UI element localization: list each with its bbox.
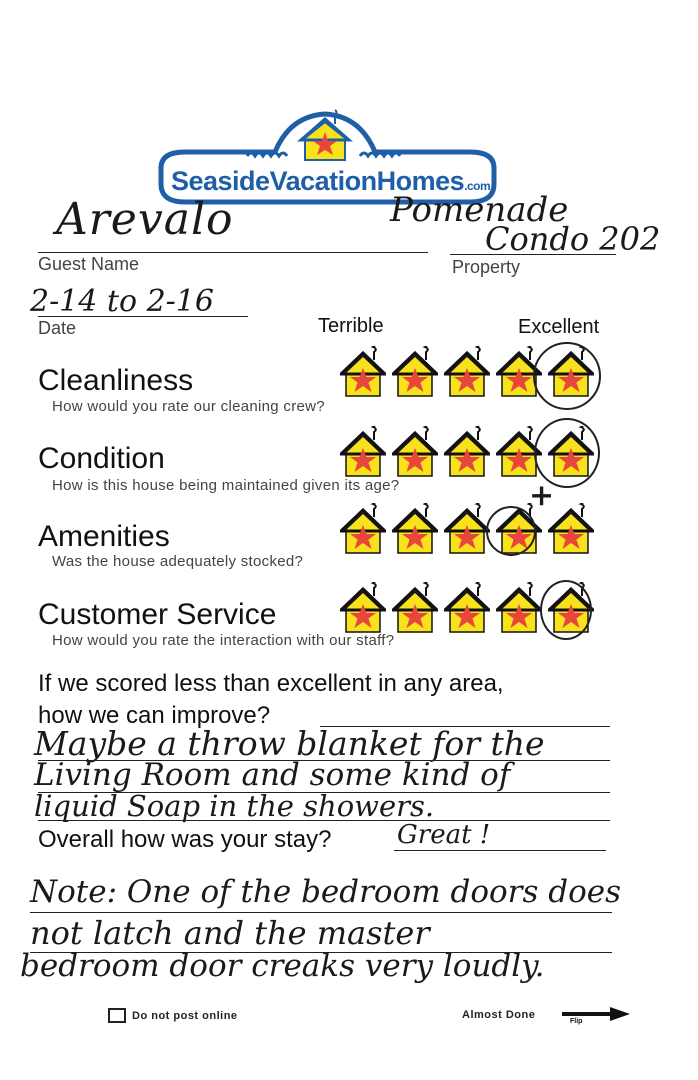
flip-label: Flip: [570, 1018, 583, 1025]
improve-question-line1: If we scored less than excellent in any area,: [38, 670, 504, 697]
guest-name-label: Guest Name: [38, 254, 140, 274]
improve-answer-line2: Living Room and some kind of: [34, 757, 511, 793]
rating-question-amenities: Was the house adequately stocked?: [52, 553, 304, 570]
improve-answer-line1: Maybe a throw blanket for the: [34, 724, 545, 763]
rating-house-icon[interactable]: [548, 582, 594, 634]
rating-house-icon[interactable]: [340, 582, 386, 634]
rating-house-icon[interactable]: [444, 582, 490, 634]
property-value-line1: Pomenade: [390, 190, 569, 230]
amenities-plus-mark: +: [529, 478, 555, 513]
rating-house-icon[interactable]: [340, 503, 386, 555]
guest-name-line: [38, 252, 428, 253]
rating-house-icon[interactable]: [496, 346, 542, 398]
rating-row-amenities: [340, 503, 594, 555]
rating-house-icon[interactable]: [392, 582, 438, 634]
logo-brand-text: SeasideVacationHomes: [171, 166, 465, 196]
guest-name-value: Arevalo: [56, 194, 234, 245]
property-line: [450, 254, 616, 255]
rating-question-cleanliness: How would you rate our cleaning crew?: [52, 398, 325, 415]
improve-question-line2: how we can improve?: [38, 702, 271, 729]
rating-house-icon[interactable]: [496, 426, 542, 478]
rating-title-customer-service: Customer Service: [38, 598, 277, 631]
rating-house-icon[interactable]: [548, 346, 594, 398]
overall-answer: Great !: [397, 820, 491, 850]
note-line2: not latch and the master: [30, 914, 430, 952]
rating-title-condition: Condition: [38, 442, 165, 475]
rating-house-icon[interactable]: [548, 426, 594, 478]
rating-house-icon[interactable]: [340, 426, 386, 478]
logo-tld-text: .com: [464, 179, 491, 193]
note-line1: Note: One of the bedroom doors does: [30, 874, 622, 910]
scale-low-label: Terrible: [318, 315, 384, 337]
improve-answer-line3: liquid Soap in the showers.: [34, 789, 435, 823]
rating-title-amenities: Amenities: [38, 520, 170, 553]
rating-house-icon[interactable]: [444, 426, 490, 478]
property-label: Property: [452, 257, 521, 277]
overall-line: [394, 850, 606, 851]
rating-house-icon[interactable]: [392, 346, 438, 398]
rating-house-icon[interactable]: [392, 503, 438, 555]
rating-row-cleanliness: [340, 346, 594, 398]
date-line: [38, 316, 248, 317]
rating-question-condition: How is this house being maintained given its age?: [52, 477, 400, 494]
overall-question: Overall how was your stay?: [38, 826, 332, 853]
note-rule-1: [30, 912, 612, 913]
scale-high-label: Excellent: [518, 316, 600, 338]
rating-row-condition: [340, 426, 594, 478]
improve-line-3: [38, 820, 610, 821]
do-not-post-checkbox[interactable]: [108, 1008, 126, 1023]
rating-house-icon[interactable]: [548, 503, 594, 555]
date-label: Date: [38, 318, 77, 338]
rating-house-icon[interactable]: [444, 503, 490, 555]
rating-house-icon[interactable]: [340, 346, 386, 398]
rating-house-icon[interactable]: [496, 582, 542, 634]
do-not-post-label: Do not post online: [132, 1010, 238, 1022]
date-value: 2-14 to 2-16: [30, 284, 214, 319]
rating-house-icon[interactable]: [392, 426, 438, 478]
property-value-line2: Condo 202: [485, 220, 661, 258]
rating-house-icon[interactable]: [444, 346, 490, 398]
almost-done-label: Almost Done: [462, 1009, 536, 1021]
note-line3: bedroom door creaks very loudly.: [20, 948, 545, 984]
rating-row-customer-service: [340, 582, 594, 634]
rating-title-cleanliness: Cleanliness: [38, 364, 194, 397]
rating-question-customer-service: How would you rate the interaction with our staff?: [52, 632, 395, 649]
